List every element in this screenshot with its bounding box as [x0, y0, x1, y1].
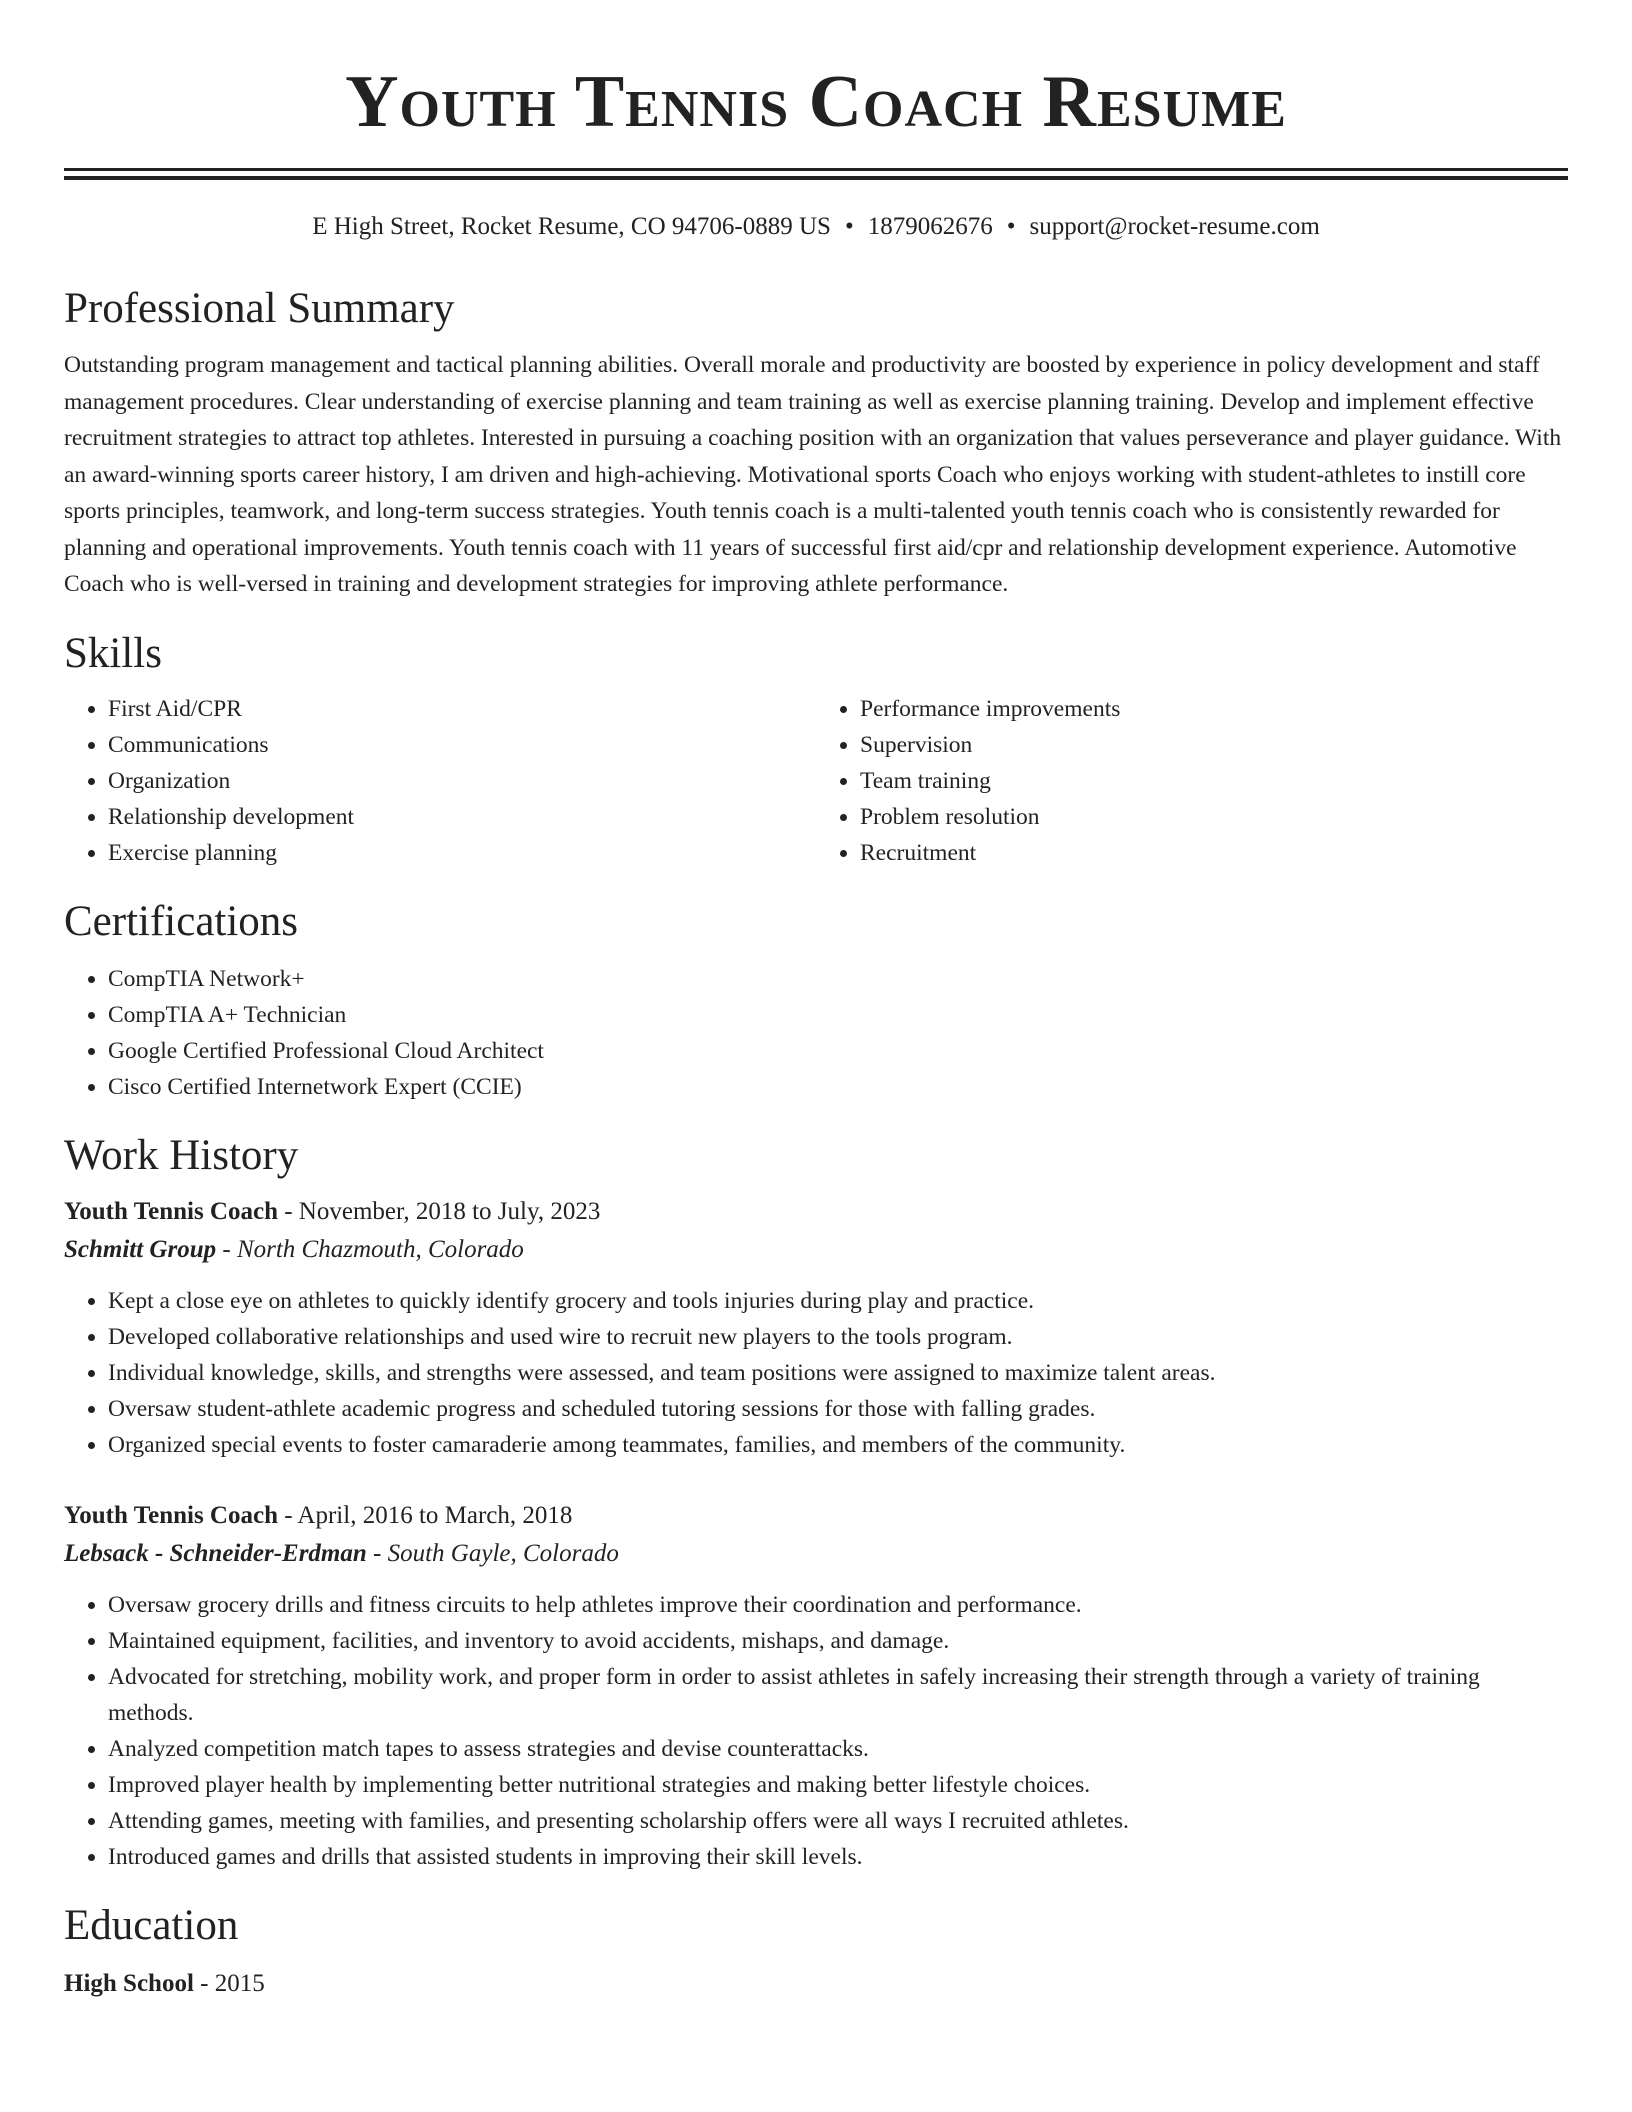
summary-text: Outstanding program management and tactical planning abilities. Overall morale and productivity are boosted by experience in policy development and staff management procedures. Clear understanding of exercise planning and team training as well as exercise planning training. Develop and implement effective recruitment strategies to attract top athletes. Interested in pursuing a coaching position with an organization that values perseverance and player guidance. With an award-winning sports career history, I am driven and high-achieving. Motivational sports Coach who enjoys working with student-athletes to instill core sports principles, teamwork, and long-term success strategies. Youth tennis coach is a multi-talented youth tennis coach who is consistently rewarded for planning and operational improvements. Youth tennis coach with 11 years of successful first aid/cpr and relationship development experience. Automotive Coach who is well-versed in training and development strategies for improving athlete performance. [64, 352, 1562, 597]
job-company: Schmitt Group [64, 1235, 217, 1263]
list-item: • Maintained equipment, facilities, and inventory to avoid accidents, mishaps, and damage. [108, 1623, 1568, 1659]
skills-heading: Skills [64, 629, 162, 677]
list-item: • Attending games, meeting with families, and presenting scholarship offers were all ways I recruited athletes. [108, 1803, 1568, 1839]
contact-phone: 1879062676 [867, 213, 993, 240]
contact-email: support@rocket-resume.com [1029, 213, 1320, 240]
skills-column-right [816, 691, 1568, 871]
skills-column-left [64, 691, 816, 871]
education-degree: High School [64, 1969, 194, 1997]
list-item: • CompTIA Network+ [108, 961, 1568, 997]
list-item: • Organization [108, 763, 816, 799]
list-item: • CompTIA A+ Technician [108, 997, 1568, 1033]
list-item: • Analyzed competition match tapes to assess strategies and devise counterattacks. [108, 1731, 1568, 1767]
list-item: • Developed collaborative relationships and used wire to recruit new players to the tools program. [108, 1319, 1568, 1355]
job-bullets [64, 1587, 1568, 1875]
list-item: • Performance improvements [860, 691, 1568, 727]
job-location: - North Chazmouth, Colorado [216, 1235, 524, 1263]
job-company-line [64, 1231, 1568, 1269]
list-item: • Oversaw grocery drills and fitness circuits to help athletes improve their coordination and performance. [108, 1587, 1568, 1623]
list-item: • Google Certified Professional Cloud Architect [108, 1033, 1568, 1069]
list-item: • Cisco Certified Internetwork Expert (CCIE) [108, 1069, 1568, 1105]
title-divider [64, 168, 1568, 180]
education-heading: Education [64, 1901, 239, 1949]
job-title-line [64, 1497, 1568, 1535]
list-item: • Supervision [860, 727, 1568, 763]
job-company: Lebsack - Schneider-Erdman [64, 1539, 367, 1567]
job-company-line [64, 1535, 1568, 1573]
list-item: • Individual knowledge, skills, and strengths were assessed, and team positions were assigned to maximize talent areas. [108, 1355, 1568, 1391]
education-year: - 2015 [193, 1969, 265, 1997]
certifications-list [64, 961, 1568, 1105]
job-title: Youth Tennis Coach [64, 1197, 278, 1225]
job-title: Youth Tennis Coach [64, 1501, 278, 1529]
list-item: • Organized special events to foster camaraderie among teammates, families, and members of the community. [108, 1427, 1568, 1463]
list-item: • Problem resolution [860, 799, 1568, 835]
list-item: • Oversaw student-athlete academic progress and scheduled tutoring sessions for those with falling grades. [108, 1391, 1568, 1427]
list-item: • Introduced games and drills that assisted students in improving their skill levels. [108, 1839, 1568, 1875]
list-item: • Recruitment [860, 835, 1568, 871]
list-item: • Team training [860, 763, 1568, 799]
list-item: • Kept a close eye on athletes to quickly identify grocery and tools injuries during play and practice. [108, 1283, 1568, 1319]
list-item: • Communications [108, 727, 816, 763]
summary-heading: Professional Summary [64, 285, 455, 332]
work-history-heading: Work History [64, 1131, 299, 1179]
resume-title: Youth Tennis Coach Resume [345, 61, 1287, 143]
job-entry [64, 1193, 1568, 1463]
job-dates: - April, 2016 to March, 2018 [277, 1501, 573, 1529]
job-bullets [64, 1283, 1568, 1463]
contact-address: E High Street, Rocket Resume, CO 94706-0889 US [312, 213, 831, 240]
list-item: • Relationship development [108, 799, 816, 835]
list-item: • Improved player health by implementing better nutritional strategies and making better lifestyle choices. [108, 1767, 1568, 1803]
education-line [64, 1965, 1568, 2003]
skills-list [64, 691, 1568, 871]
job-entry [64, 1497, 1568, 1875]
job-dates: - November, 2018 to July, 2023 [277, 1197, 601, 1225]
list-item: • First Aid/CPR [108, 691, 816, 727]
job-title-line [64, 1193, 1568, 1231]
contact-separator: • [844, 213, 854, 240]
contact-separator: • [1006, 213, 1016, 240]
certifications-heading: Certifications [64, 897, 299, 945]
contact-line [64, 212, 1568, 242]
list-item: • Exercise planning [108, 835, 816, 871]
list-item: • Advocated for stretching, mobility work, and proper form in order to assist athletes in safely increasing their strength through a variety of training methods. [108, 1659, 1568, 1731]
job-location: - South Gayle, Colorado [366, 1539, 619, 1567]
